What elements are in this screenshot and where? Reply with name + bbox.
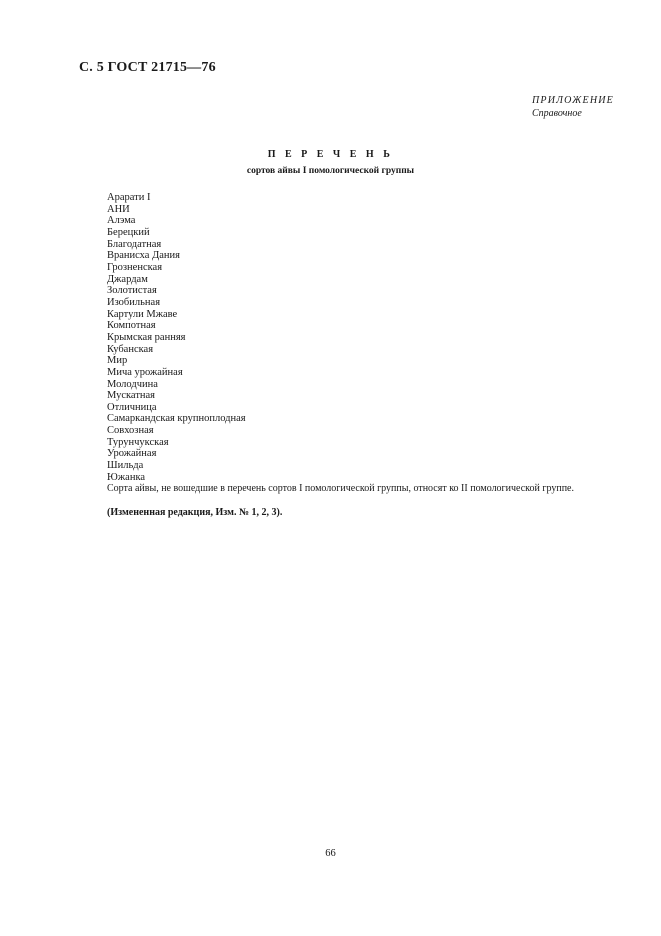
appendix-block bbox=[532, 94, 614, 120]
list-item: Мир bbox=[107, 355, 128, 367]
list-item: Картули Мжаве bbox=[107, 308, 178, 320]
list-item: Алэма bbox=[107, 215, 136, 227]
list-item: Отличница bbox=[107, 401, 157, 413]
list-item: Арарати I bbox=[107, 192, 151, 203]
appendix-type: Справочное bbox=[532, 108, 582, 119]
list-title: П Е Р Е Ч Е Н Ь bbox=[267, 149, 394, 160]
list-item: Совхозная bbox=[107, 425, 154, 437]
list-item: Южанка bbox=[107, 471, 146, 483]
list-item: Золотистая bbox=[107, 285, 157, 297]
list-item: Грозненская bbox=[107, 261, 163, 273]
list-item: Джардам bbox=[107, 273, 148, 285]
note-paragraph: Сорта айвы, не вошедшие в перечень сортов I помологической группы, относят ко II помологической группе. bbox=[107, 483, 574, 494]
document-header: С. 5 ГОСТ 21715—76 bbox=[79, 60, 216, 75]
variety-list bbox=[107, 192, 246, 483]
list-item: Изобильная bbox=[107, 296, 161, 308]
list-item: Урожайная bbox=[107, 448, 157, 460]
list-item: Самаркандская крупноплодная bbox=[107, 413, 246, 425]
amendment-note: (Измененная редакция, Изм. № 1, 2, 3). bbox=[107, 507, 283, 518]
list-item: Компотная bbox=[107, 320, 156, 332]
list-item: Мича урожайная bbox=[107, 366, 183, 378]
list-subtitle: сортов айвы I помологической группы bbox=[246, 166, 415, 176]
list-item: Крымская ранняя bbox=[107, 331, 186, 343]
list-item: Вранисха Дания bbox=[107, 250, 180, 262]
list-item: АНИ bbox=[107, 203, 130, 215]
list-item: Шильда bbox=[107, 460, 144, 472]
appendix-label: ПРИЛОЖЕНИЕ bbox=[532, 95, 614, 106]
page-number: 66 bbox=[325, 848, 336, 859]
list-item: Турунчукская bbox=[107, 436, 169, 448]
list-item: Благодатная bbox=[107, 238, 162, 250]
list-item: Молодчина bbox=[107, 378, 158, 390]
list-item: Кубанская bbox=[107, 343, 154, 355]
list-item: Берецкий bbox=[107, 226, 150, 238]
list-item: Мускатная bbox=[107, 390, 156, 402]
